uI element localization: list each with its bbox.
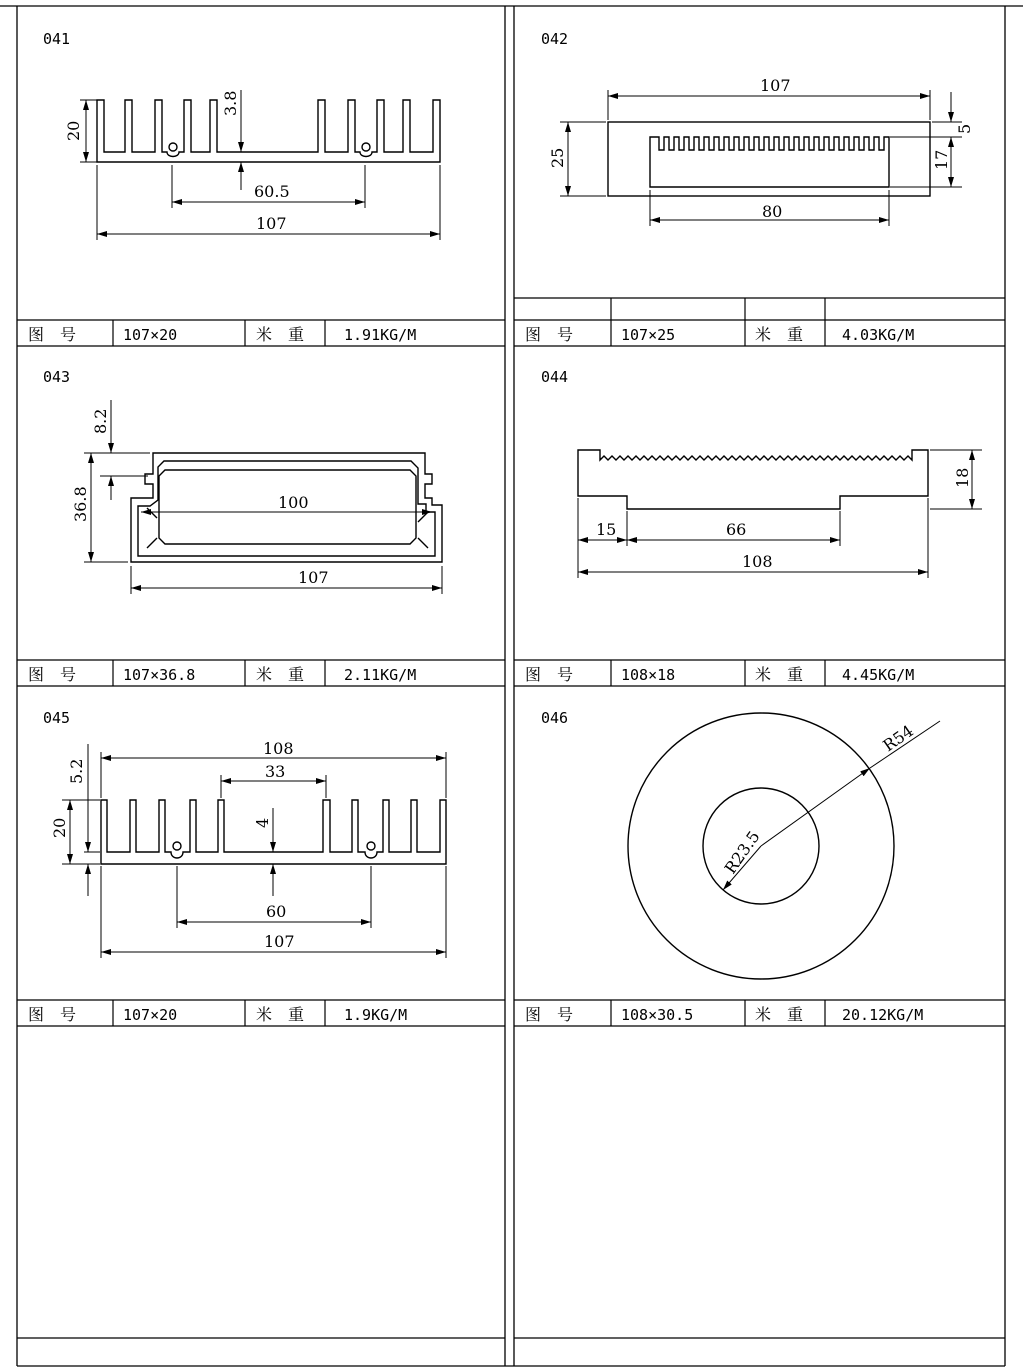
panel-id: 041 — [43, 30, 71, 48]
dim-top: 5 — [955, 123, 974, 134]
dim-height: 18 — [953, 467, 972, 488]
size-value: 107×20 — [123, 326, 178, 344]
profile-042 — [608, 122, 930, 196]
weight-label: 米 重 — [256, 665, 305, 684]
dim-gap: 33 — [265, 762, 286, 781]
weight-value: 4.03KG/M — [842, 326, 915, 344]
dimensions-044 — [578, 450, 982, 578]
weight-value: 1.91KG/M — [344, 326, 417, 344]
dim-height: 36.8 — [71, 486, 90, 522]
title-bar-rows — [17, 298, 1005, 1026]
dim-lip: 5.2 — [67, 758, 86, 784]
dim-overall: 108 — [742, 552, 773, 571]
dim-height: 20 — [50, 817, 69, 838]
dim-holes: 60 — [266, 902, 287, 921]
size-value: 107×20 — [123, 1006, 178, 1024]
size-value: 108×30.5 — [621, 1006, 694, 1024]
size-value: 107×36.8 — [123, 666, 196, 684]
size-value: 107×25 — [621, 326, 676, 344]
dim-top: 108 — [263, 739, 294, 758]
profile-041 — [97, 100, 440, 162]
panel-id: 045 — [43, 709, 71, 727]
weight-label: 米 重 — [256, 325, 305, 344]
dim-fin: 17 — [932, 149, 951, 170]
dim-height: 25 — [548, 147, 567, 168]
drawing-no-label: 图 号 — [28, 665, 77, 684]
dim-inner: 100 — [278, 493, 309, 512]
weight-value: 1.9KG/M — [344, 1006, 408, 1024]
drawing-no-label: 图 号 — [525, 665, 574, 684]
dim-middle: 66 — [726, 520, 747, 539]
weight-value: 4.45KG/M — [842, 666, 915, 684]
weight-label: 米 重 — [755, 665, 804, 684]
dim-outer-radius: R54 — [879, 721, 917, 756]
drawing-no-label: 图 号 — [28, 1005, 77, 1024]
weight-label: 米 重 — [256, 1005, 305, 1024]
dim-holes: 60.5 — [254, 182, 290, 201]
dim-overall: 107 — [264, 932, 295, 951]
dimensions-046 — [720, 721, 940, 890]
weight-label: 米 重 — [755, 325, 804, 344]
dim-overall: 107 — [256, 214, 287, 233]
drawing-no-label: 图 号 — [525, 325, 574, 344]
drawing-no-label: 图 号 — [28, 325, 77, 344]
dim-base: 3.8 — [221, 90, 240, 116]
panel-id: 044 — [541, 368, 569, 386]
panel-id: 046 — [541, 709, 569, 727]
drawing-no-label: 图 号 — [525, 1005, 574, 1024]
profile-044 — [578, 450, 928, 509]
size-value: 108×18 — [621, 666, 676, 684]
dim-top: 8.2 — [91, 408, 110, 434]
dim-base: 4 — [253, 817, 272, 828]
weight-value: 20.12KG/M — [842, 1006, 924, 1024]
panel-id: 042 — [541, 30, 569, 48]
panel-id: 043 — [43, 368, 71, 386]
dim-height: 20 — [64, 120, 83, 141]
dimensions-042 — [560, 90, 962, 226]
weight-value: 2.11KG/M — [344, 666, 417, 684]
dim-overall: 107 — [760, 76, 791, 95]
dim-inner: 80 — [762, 202, 783, 221]
dim-step: 15 — [596, 520, 617, 539]
weight-label: 米 重 — [755, 1005, 804, 1024]
dim-inner-radius: R23.5 — [720, 827, 764, 878]
dim-overall: 107 — [298, 568, 329, 587]
dimensions-043 — [84, 400, 442, 594]
